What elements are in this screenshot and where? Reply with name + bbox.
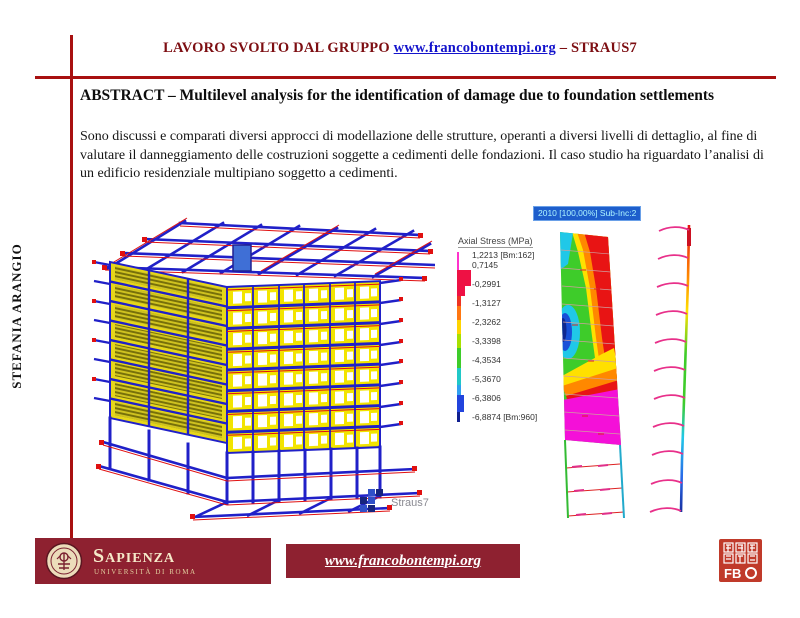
legend-value: -1,3127	[472, 298, 501, 308]
sapienza-banner	[35, 538, 271, 584]
legend-value: -6,3806	[472, 393, 501, 403]
column-diagram-figure	[645, 220, 707, 518]
stress-contour-figure	[558, 228, 650, 520]
legend-value: -5,3670	[472, 374, 501, 384]
fb-monogram-text: FB	[724, 566, 742, 581]
legend-value: 0,7145	[472, 260, 498, 270]
footer-link[interactable]: www.francobontempi.org	[324, 552, 482, 569]
legend-value: -6,8874 [Bm:960]	[472, 412, 538, 422]
legend-value: 1,2213 [Bm:162]	[472, 250, 535, 260]
header-link[interactable]: www.francobontempi.org	[393, 40, 556, 56]
header-prefix: LAVORO SVOLTO DAL GRUPPO	[163, 40, 390, 56]
header-suffix: – STRAUS7	[559, 40, 637, 56]
author-sidebar-label: STEFANIA ARANGIO	[9, 243, 24, 389]
abstract-title: ABSTRACT – Multilevel analysis for the identification of damage due to foundation settlements	[80, 87, 715, 104]
legend-value: -0,2991	[472, 279, 501, 289]
slide-header	[0, 40, 800, 57]
abstract-body: Sono discussi e comparati diversi approcci di modellazione delle strutture, operanti a diversi livelli di dettaglio, al fine di valutare il danneggiamento delle costruzioni soggette a cedimenti delle fondazioni. Il caso studio ha riguardato l’analisi di un edificio residenziale multipiano soggetto a cedimenti.	[80, 129, 764, 181]
legend-value: -2,3262	[472, 317, 501, 327]
fb-seal-logo	[719, 539, 762, 582]
sapienza-wordmark: Sapienza	[93, 545, 176, 567]
straus7-logo-icon	[360, 489, 386, 515]
legend-title: Axial Stress (MPa)	[458, 236, 533, 246]
legend-value: -3,3398	[472, 336, 501, 346]
sapienza-subtitle: UNIVERSITÀ DI ROMA	[94, 568, 197, 576]
header-divider-line	[35, 76, 776, 79]
legend-value: -4,3534	[472, 355, 501, 365]
straus7-label: Straus7	[391, 497, 429, 509]
left-accent-line	[70, 35, 73, 540]
building-model-figure	[85, 205, 435, 525]
sapienza-seal-icon	[45, 542, 83, 580]
result-case-badge: 2010 [100,00%] Sub-Inc:2	[533, 206, 641, 221]
footer-link-banner	[286, 544, 520, 578]
